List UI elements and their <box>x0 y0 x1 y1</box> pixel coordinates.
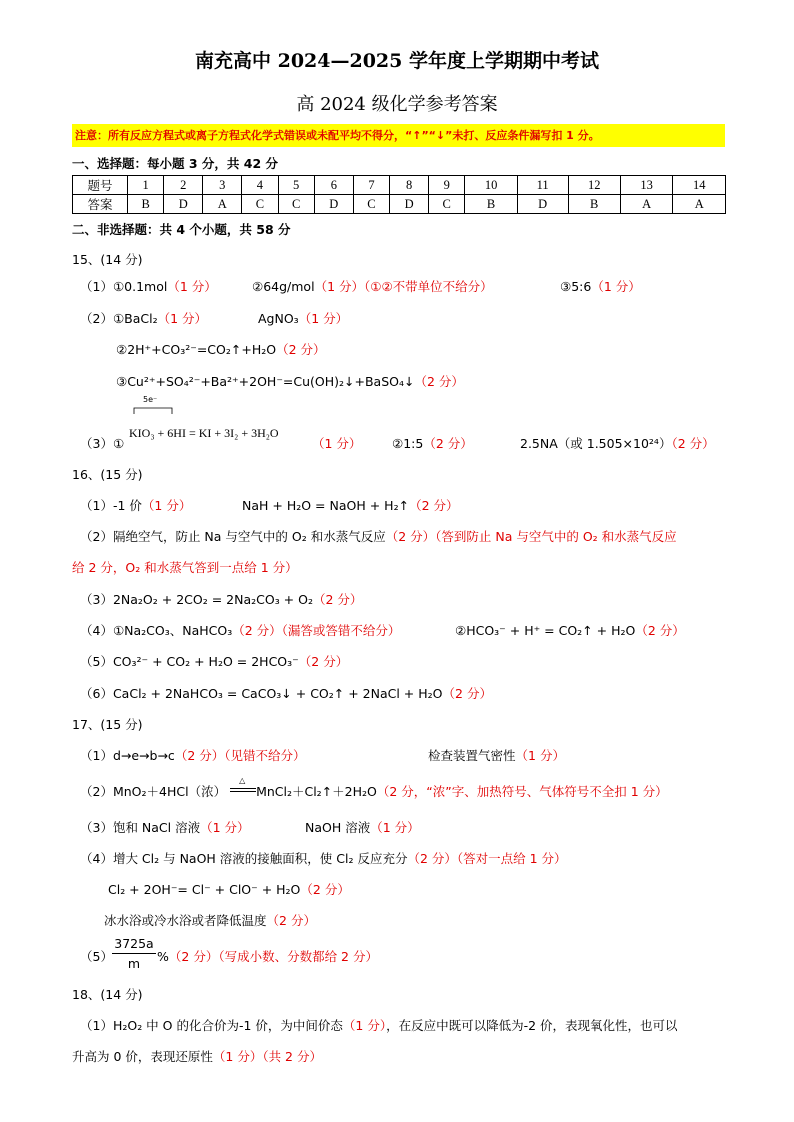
fraction-numerator: 3725a <box>114 936 154 951</box>
q17-line-3 <box>80 818 250 836</box>
percent-sign: % <box>157 949 169 964</box>
table-cell: A <box>620 195 672 214</box>
table-cell: 8 <box>390 176 429 195</box>
table-cell: D <box>390 195 429 214</box>
q17-line-7 <box>157 947 378 965</box>
score-note: 给 2 分，O₂ 和水蒸气答到一点给 1 分） <box>72 560 298 575</box>
score-note: （1 分） <box>342 1018 387 1033</box>
q17-line-5 <box>108 880 350 898</box>
exam-subtitle: 高 2024 级化学参考答案 <box>296 94 498 115</box>
table-cell: 4 <box>242 176 278 195</box>
answer-text: （4）①Na₂CO₃、NaHCO₃ <box>80 623 233 638</box>
equation: ②2H⁺+CO₃²⁻=CO₂↑+H₂O <box>116 342 277 357</box>
q16-line-4b <box>455 621 685 639</box>
q16-line-2c <box>72 558 298 576</box>
score-note: （1 分） <box>298 311 349 326</box>
table-cell: 14 <box>673 176 726 195</box>
table-cell: 13 <box>620 176 672 195</box>
fraction-denominator: m <box>127 956 141 971</box>
q15-line-5c <box>392 434 473 452</box>
answer-text: （1）d→e→b→c <box>80 748 175 763</box>
equation: （3）2Na₂O₂ + 2CO₂ = 2Na₂CO₃ + O₂ <box>80 592 313 607</box>
score-note: （2 分） <box>423 436 473 451</box>
table-cell: 7 <box>353 176 389 195</box>
q15-line-1b <box>252 277 493 295</box>
answer-text: （3）① <box>80 436 125 451</box>
score-note: （2 分） <box>414 374 464 389</box>
table-cell: C <box>429 195 465 214</box>
q16-line-4 <box>80 621 400 639</box>
q17-line-6 <box>104 911 316 929</box>
answer-text: ③5:6 <box>560 279 592 294</box>
score-note: （2 分） <box>300 882 350 897</box>
q16-line-5 <box>80 652 348 670</box>
q17-line-3b <box>305 818 420 836</box>
fraction-bar <box>112 953 156 954</box>
q16-line-3 <box>80 590 362 608</box>
table-cell: 2 <box>164 176 203 195</box>
q15-line-2 <box>80 309 207 327</box>
table-cell: 3 <box>203 176 242 195</box>
q17-heading: 17、(15 分) <box>72 717 143 732</box>
q15-line-5d <box>520 434 715 452</box>
score-note: （2 分）（答对一点给 1 分） <box>407 851 567 866</box>
answer-text: ②1:5 <box>392 436 424 451</box>
score-note: （2 分） <box>298 654 349 669</box>
equation: NaH + H₂O = NaOH + H₂↑ <box>242 498 410 513</box>
q17-line-1b <box>428 746 565 764</box>
table-row <box>73 176 726 195</box>
table-cell: D <box>314 195 353 214</box>
row-label-number: 题号 <box>73 176 128 195</box>
answer-text: （2）①BaCl₂ <box>80 311 158 326</box>
q17-line-4 <box>80 849 567 867</box>
score-note: （2 分）（见错不给分） <box>174 748 306 763</box>
score-note: （1 分） <box>370 820 420 835</box>
equation: ③Cu²⁺+SO₄²⁻+Ba²⁺+2OH⁻=Cu(OH)₂↓+BaSO₄↓ <box>116 374 415 389</box>
equals-bar <box>230 788 256 792</box>
q18-heading: 18、(14 分) <box>72 987 143 1002</box>
q16-line-6 <box>80 684 492 702</box>
answer-text: 检查装置气密性 <box>428 748 516 763</box>
table-cell: C <box>242 195 278 214</box>
notice-banner: 注意：所有反应方程式或离子方程式化学式错误或未配平均不得分，“↑”“↓”未打、反应条件漏写扣 1 分。 <box>72 124 725 147</box>
answer-text: （4）增大 Cl₂ 与 NaOH 溶液的接触面积，使 Cl₂ 反应充分 <box>80 851 408 866</box>
table-cell: 5 <box>278 176 314 195</box>
fraction <box>112 936 156 971</box>
q16-line-1b <box>242 496 459 514</box>
exam-title: 南充高中 2024—2025 学年度上学期期中考试 <box>195 50 599 72</box>
q16-line-1 <box>80 496 191 514</box>
score-note: （2 分） <box>409 498 459 513</box>
score-note: （2 分） <box>442 686 492 701</box>
q15-line-4 <box>116 372 464 390</box>
answer-text: NaOH 溶液 <box>305 820 371 835</box>
equation: （2）MnO₂＋4HCl（浓） <box>80 784 227 799</box>
score-note: （2 分）（答到防止 Na 与空气中的 O₂ 和水蒸气反应 <box>385 529 677 544</box>
q17-line-1 <box>80 746 306 764</box>
score-note: （1 分） <box>200 820 250 835</box>
answer-text: （1）①0.1mol <box>80 279 168 294</box>
score-note: （1 分）（①②不带单位不给分） <box>314 279 493 294</box>
table-cell: 12 <box>568 176 620 195</box>
score-note: （2 分）（漏答或答错不给分） <box>232 623 401 638</box>
table-cell: 11 <box>517 176 568 195</box>
q15-line-1 <box>80 277 217 295</box>
table-cell: 6 <box>314 176 353 195</box>
score-note: （2 分） <box>276 342 326 357</box>
table-row <box>73 195 726 214</box>
q16-heading: 16、(15 分) <box>72 467 143 482</box>
equation: （5）CO₃²⁻ + CO₂ + H₂O = 2HCO₃⁻ <box>80 654 299 669</box>
table-cell: 10 <box>465 176 517 195</box>
q15-line-3 <box>116 340 326 358</box>
score-note: （1 分） <box>515 748 565 763</box>
answer-text: 2.5NA（或 1.505×10²⁴） <box>520 436 672 451</box>
answer-text: （3）饱和 NaCl 溶液 <box>80 820 201 835</box>
section-2-heading: 二、非选择题：共 4 个小题，共 58 分 <box>72 222 291 237</box>
answer-text: ，在反应中既可以降低为-2 价，表现氧化性，也可以 <box>386 1018 678 1033</box>
q17-line-2 <box>80 776 668 800</box>
q15-heading: 15、(14 分) <box>72 252 143 267</box>
redox-equation: KIO₃ + 6HI = KI + 3I₂ + 3H₂O <box>129 426 279 440</box>
heat-symbol: △ <box>239 776 246 785</box>
answer-table <box>72 175 726 214</box>
score-note: （1 分） <box>157 311 208 326</box>
table-cell: D <box>164 195 203 214</box>
table-cell: 9 <box>429 176 465 195</box>
score-note: （2 分）（写成小数、分数都给 2 分） <box>168 949 378 964</box>
q18-line-2 <box>72 1047 322 1065</box>
row-label-answer: 答案 <box>73 195 128 214</box>
section-1-heading: 一、选择题：每小题 3 分，共 42 分 <box>72 156 279 171</box>
table-cell: A <box>203 195 242 214</box>
equation: MnCl₂＋Cl₂↑＋2H₂O <box>256 784 377 799</box>
answer-text: 升高为 0 价，表现还原性 <box>72 1049 213 1064</box>
answer-text: （1）H₂O₂ 中 O 的化合价为-1 价，为中间价态 <box>80 1018 343 1033</box>
answer-text: ②64g/mol <box>252 279 315 294</box>
q15-line-2b <box>258 309 348 327</box>
score-note: （2 分） <box>312 592 363 607</box>
equation: （6）CaCl₂ + 2NaHCO₃ = CaCO₃↓ + CO₂↑ + 2NaCl + H₂O <box>80 686 443 701</box>
score-note: （1 分） <box>141 498 192 513</box>
score-note: （1 分） <box>312 436 362 451</box>
table-cell: C <box>278 195 314 214</box>
score-note: （1 分） <box>591 279 641 294</box>
table-cell: B <box>568 195 620 214</box>
score-note: （2 分） <box>635 623 685 638</box>
table-cell: D <box>517 195 568 214</box>
answer-text: AgNO₃ <box>258 311 299 326</box>
equation: Cl₂ + 2OH⁻= Cl⁻ + ClO⁻ + H₂O <box>108 882 301 897</box>
q18-line-1 <box>80 1016 678 1034</box>
answer-text: （1）-1 价 <box>80 498 142 513</box>
table-cell: 1 <box>128 176 164 195</box>
score-note: （1 分）（共 2 分） <box>212 1049 322 1064</box>
score-note: （2 分） <box>671 436 715 451</box>
table-cell: A <box>673 195 726 214</box>
heat-arrow <box>230 776 256 796</box>
table-cell: C <box>353 195 389 214</box>
table-cell: B <box>465 195 517 214</box>
q17-line-7-prefix: （5） <box>80 949 113 964</box>
score-note: （2 分，“浓”字、加热符号、气体符号不全扣 1 分） <box>376 784 668 799</box>
electron-transfer-bracket <box>128 404 178 414</box>
equation: ②HCO₃⁻ + H⁺ = CO₂↑ + H₂O <box>455 623 636 638</box>
table-cell: B <box>128 195 164 214</box>
q16-line-2 <box>80 527 677 545</box>
q15-line-5 <box>80 434 124 452</box>
electron-label: 5e⁻ <box>143 395 158 404</box>
q15-line-5b <box>312 434 361 452</box>
q15-line-1c <box>560 277 641 295</box>
score-note: （2 分） <box>266 913 316 928</box>
answer-text: （2）隔绝空气，防止 Na 与空气中的 O₂ 和水蒸气反应 <box>80 529 386 544</box>
score-note: （1 分） <box>167 279 217 294</box>
answer-text: 冰水浴或冷水浴或者降低温度 <box>104 913 267 928</box>
